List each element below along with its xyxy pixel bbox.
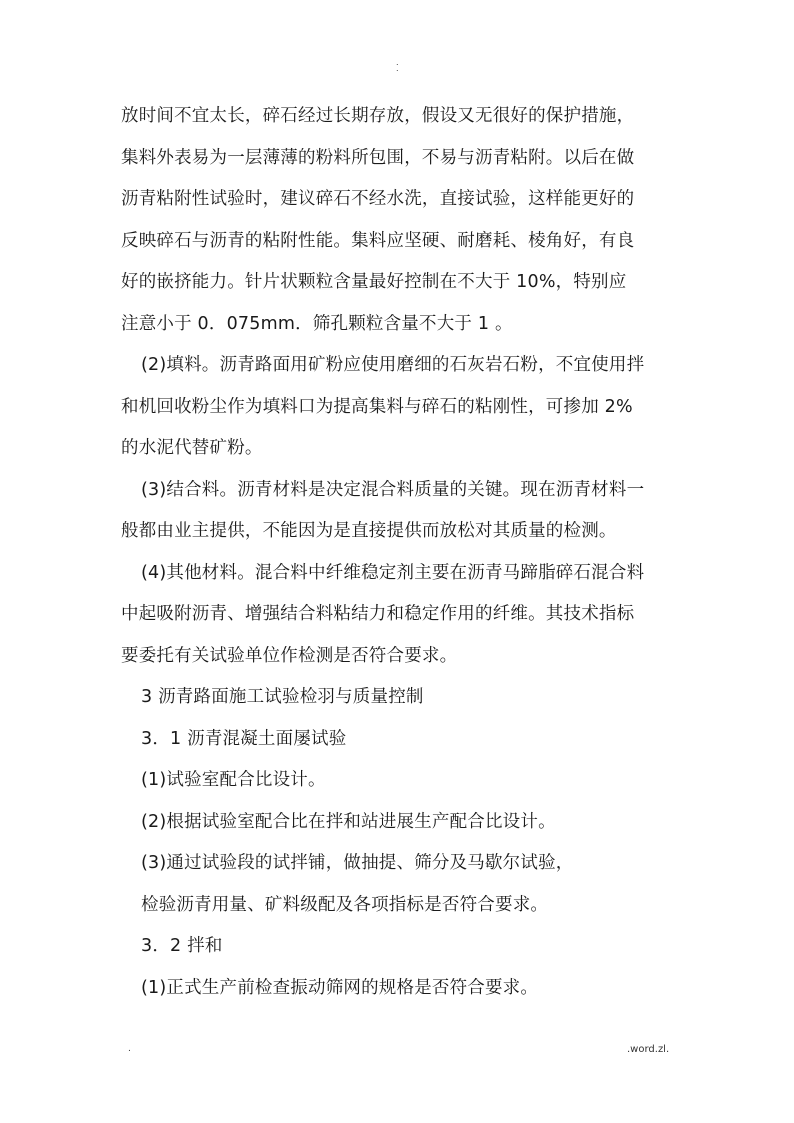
paragraph-line: (3)结合料。沥青材料是决定混合料质量的关键。现在沥青材料一 <box>141 479 645 500</box>
section-heading: 3 沥青路面施工试验检羽与质量控制 <box>141 687 424 707</box>
subsection-heading: 3．2 拌和 <box>141 936 223 956</box>
list-item: (2)根据试验室配合比在拌和站进展生产配合比设计。 <box>141 811 556 832</box>
list-item-continuation: 检验沥青用量、矿料级配及各项指标是否符合要求。 <box>141 894 549 915</box>
paragraph-line: 好的嵌挤能力。针片状颗粒含量最好控制在不大于 10%，特别应 <box>121 272 627 292</box>
paragraph-line: 和机回收粉尘作为填料口为提高集料与碎石的粘刚性，可掺加 2% <box>121 396 633 417</box>
list-item: (1)试验室配合比设计。 <box>141 770 326 790</box>
paragraph-line: 集料外表易为一层薄薄的粉料所包围，不易与沥青粘附。以后在做 <box>121 147 635 168</box>
footer-left-mark: . <box>128 1044 131 1054</box>
footer-watermark: .word.zl. <box>627 1044 670 1055</box>
header-mark: . . <box>396 58 399 73</box>
paragraph-line: 中起吸附沥青、增强结合料粘结力和稳定作用的纤维。其技术指标 <box>121 604 635 624</box>
body-text <box>121 96 681 1009</box>
paragraph-line: 放时间不宜太长，碎石经过长期存放，假设又无很好的保护措施， <box>121 106 635 126</box>
paragraph-line: 要委托有关试验单位作检测是否符合要求。 <box>121 645 458 666</box>
paragraph-line: 反映碎石与沥青的粘附性能。集料应坚硬、耐磨耗、棱角好，有良 <box>121 230 635 251</box>
paragraph-line: (2)填料。沥青路面用矿粉应使用磨细的石灰岩石粉，不宜使用拌 <box>141 355 645 375</box>
paragraph-line: 沥青粘附性试验时，建议碎石不经水洗，直接试验，这样能更好的 <box>121 189 635 209</box>
subsection-heading: 3．1 沥青混凝土面屡试验 <box>141 728 347 749</box>
paragraph-line: 般都由业主提供，不能因为是直接提供而放松对其质量的检测。 <box>121 521 617 541</box>
list-item: (3)通过试验段的试拌铺，做抽提、筛分及马歇尔试验， <box>141 853 574 873</box>
paragraph-line: (4)其他材料。混合料中纤维稳定剂主要在沥青马蹄脂碎石混合料 <box>141 562 645 583</box>
list-item: (1)正式生产前检查振动筛网的规格是否符合要求。 <box>141 977 539 998</box>
paragraph-line: 的水泥代替矿粉。 <box>121 438 263 458</box>
paragraph-line: 注意小于 0．075mm．筛孔颗粒含量不大于 1 。 <box>121 313 513 334</box>
